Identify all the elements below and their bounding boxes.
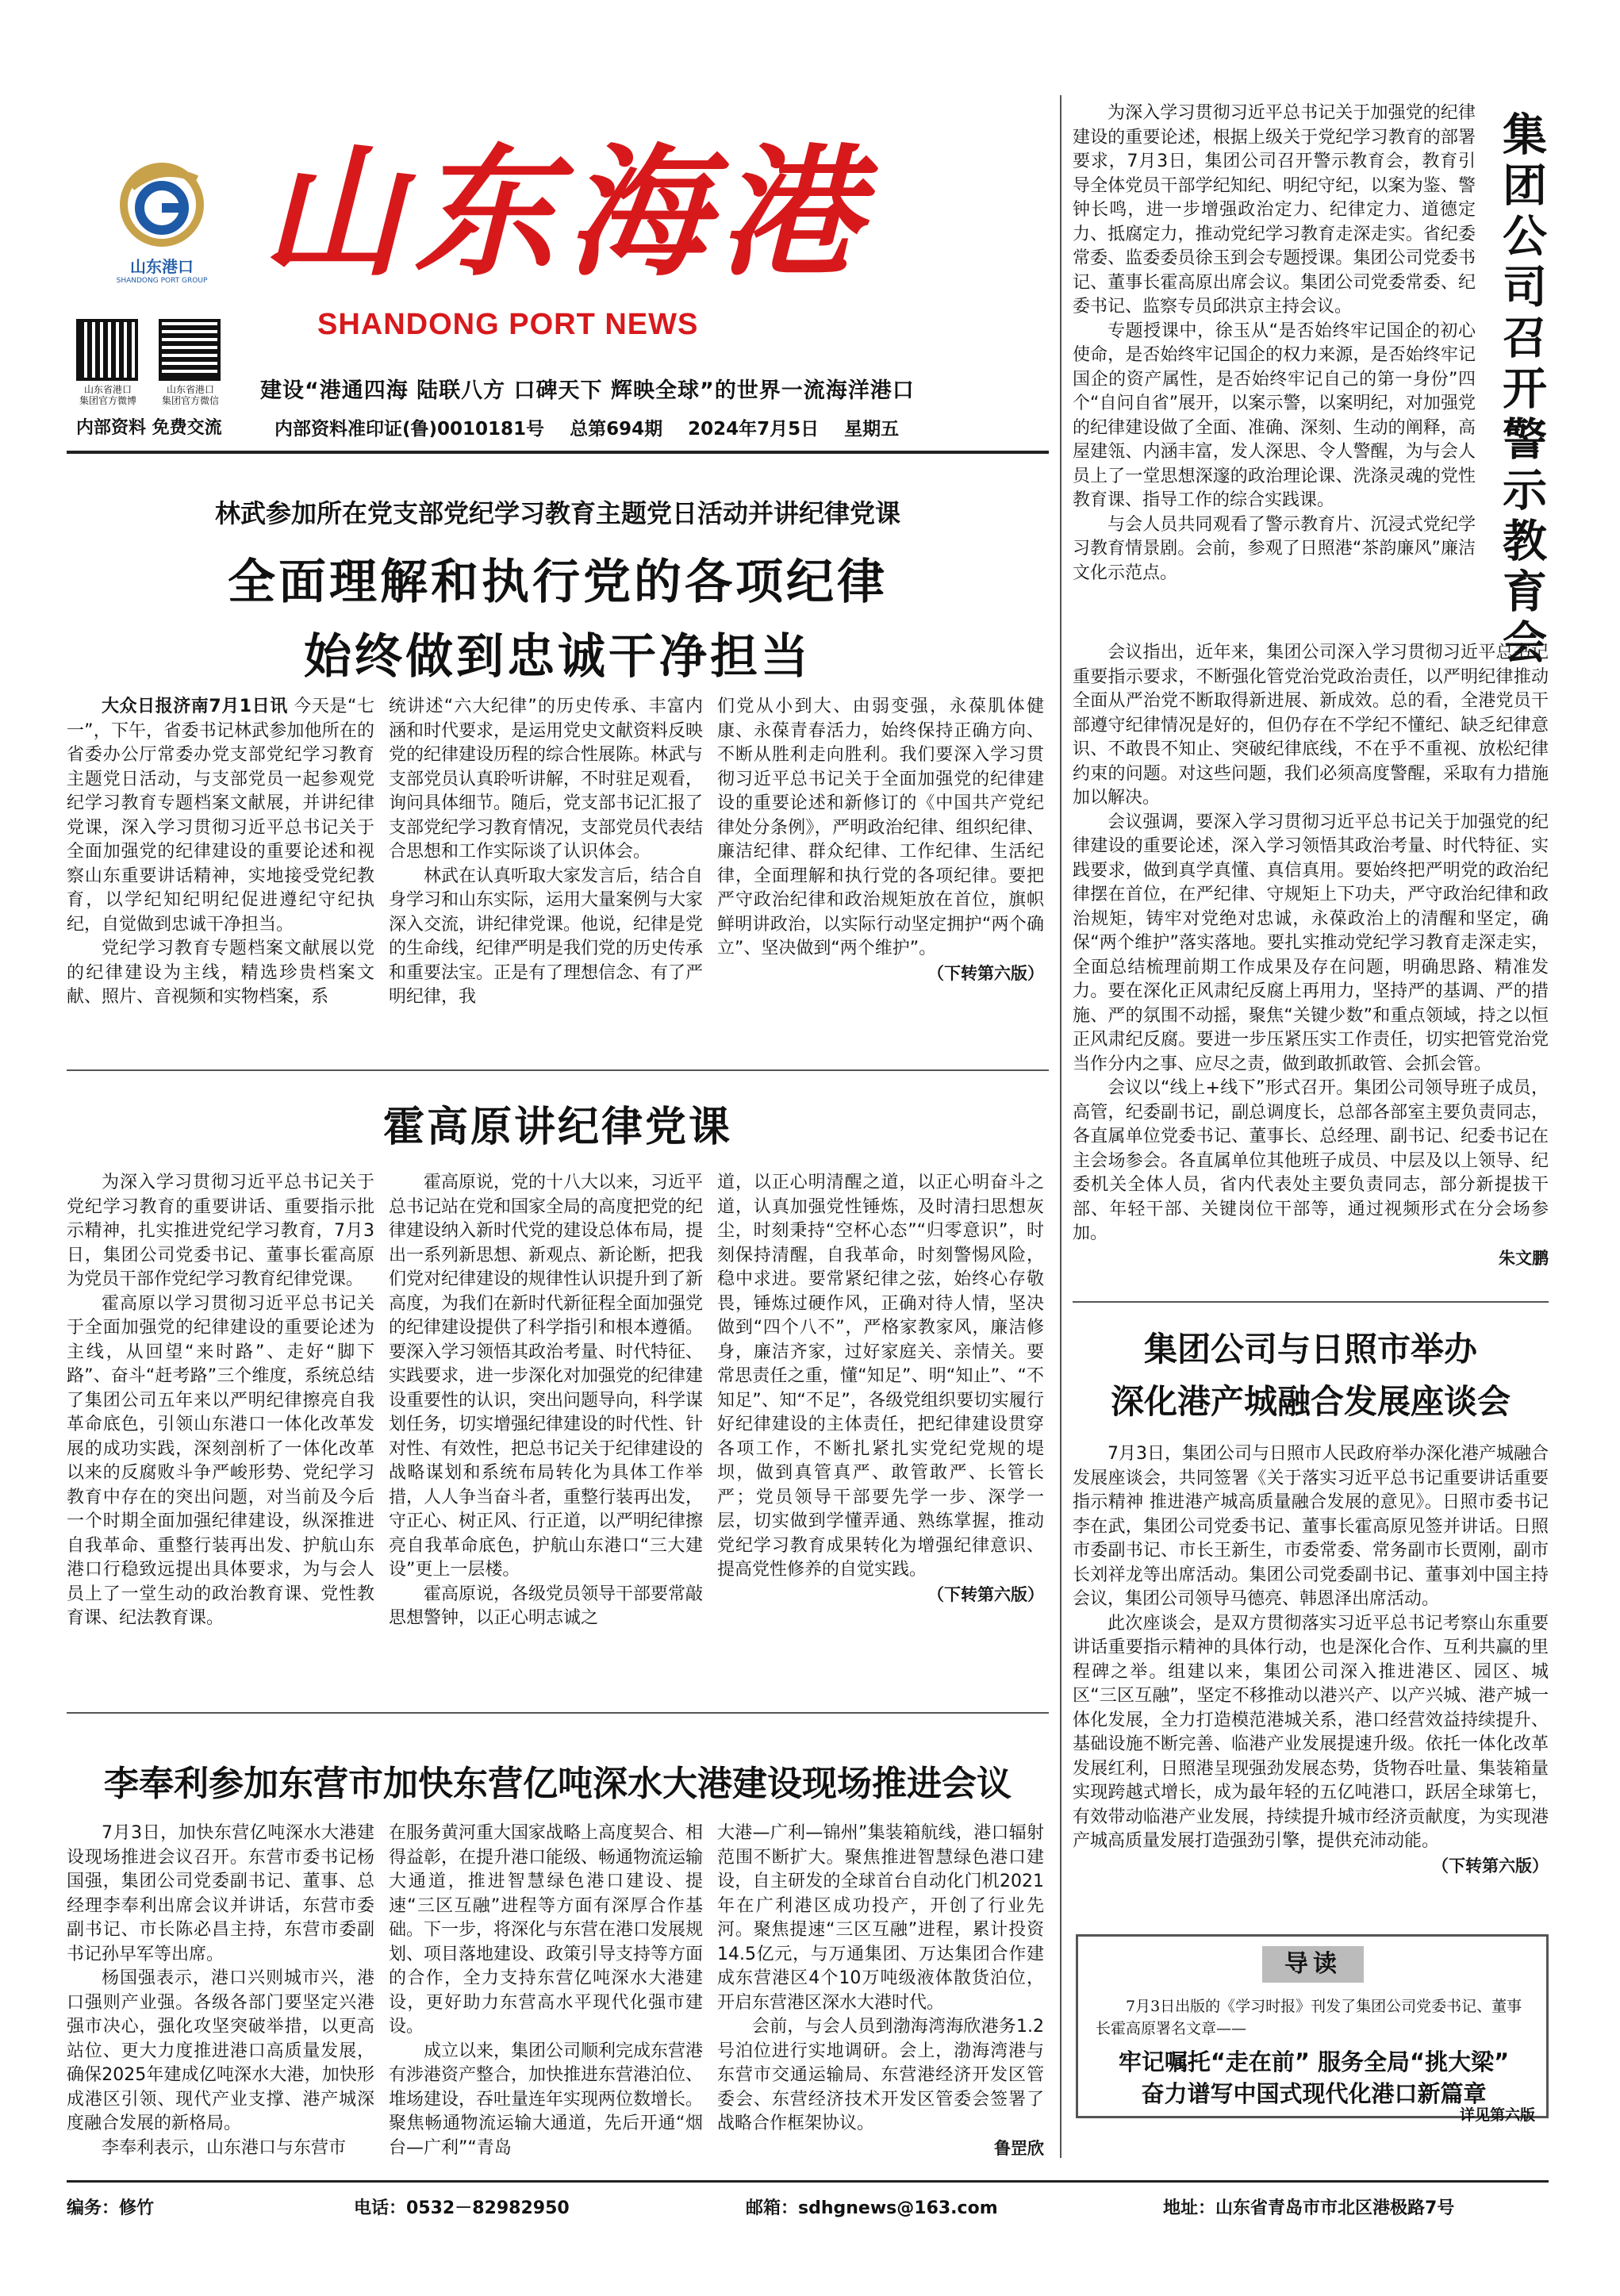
shandong-port-logo — [109, 155, 214, 285]
rizhao-body — [1073, 1442, 1549, 1878]
rizhao-headline-1: 集团公司与日照市举办 — [1143, 1330, 1477, 1369]
lead-headline-2: 始终做到忠诚干净担当 — [304, 629, 812, 685]
internal-note: 内部资料 免费交流 — [76, 418, 222, 438]
right-column-divider — [1060, 95, 1061, 2158]
warning-p1: 为深入学习贯彻习近平总书记关于加强党的纪律建设的重要论述，根据上级关于党纪学习教育的部署要求，7月3日，集团公司召开警示教育会，教育引导全体党员干部学纪知纪、明纪守纪，以案为鉴、警钟长鸣，进一步增强政治定力、纪律定力、道德定力、抵腐定力，推动党纪学习教育走深走实。省纪委常委、监委委员徐玉到会专题授课。集团公司党委书记、董事长霍高原出席会议。集团公司党委常委、纪委书记、监察专员邱洪京主持会议。 — [1073, 103, 1476, 317]
li-column-2 — [389, 1822, 703, 2160]
qr-code-wechat[interactable] — [159, 319, 221, 381]
huo-column-3 — [717, 1171, 1044, 1607]
lead-kicker: 林武参加所在党支部党纪学习教育主题党日活动并讲纪律党课 — [214, 498, 900, 528]
huo-col1-p1: 为深入学习贯彻习近平总书记关于党纪学习教育的重要讲话、重要指示批示精神，扎实推进党纪学习教育，7月3日，集团公司党委书记、董事长霍高原为党员干部作党纪学习教育纪律党课。 — [67, 1173, 374, 1289]
guide-title-2[interactable]: 奋力谱写中国式现代化港口新篇章 — [1141, 2080, 1487, 2107]
warning-p5: 会议强调，要深入学习贯彻习近平总书记关于加强党的纪律建设的重要论述，深入学习领悟其政治考量、时代特征、实践要求，做到真学真懂、真信真用。要始终把严明党的政治纪律摆在首位，在严纪律、守规矩上下功夫，严守政治纪律和政治规矩，铸牢对党绝对忠诚，永葆政治上的清醒和坚定，确保“两个维护”落实落地。要扎实推动党纪学习教育走深走实，全面总结梳理前期工作成果及存在问题，明确思路、精准发力。要在深化正风肃纪反腐上再用力，坚持严的基调、严的措施、严的氛围不动摇，聚焦“关键少数”和重点领域，持之以恒正风肃纪反腐。要进一步压紧压实工作责任，切实把管党治党当作分内之事、应尽之责，做到敢抓敢管、会抓会管。 — [1073, 812, 1549, 1074]
lead-col1-p2: 党纪学习教育专题档案文献展以党的纪律建设为主线，精选珍贵档案文献、照片、音视频和实物档案，系 — [67, 939, 374, 1007]
huo-col2-p1: 霍高原说，党的十八大以来，习近平总书记站在党和国家全局的高度把党的纪律建设纳入新时代党的建设总体布局，提出一系列新思想、新观点、新论断，把我们党对纪律建设的规律性认识提升到了新高度，为我们在新时代新征程全面加强党的纪律建设提供了科学指引和根本遵循。要深入学习领悟其政治考量、时代特征、实践要求，进一步深化对加强党的纪律建设重要性的认识，突出问题导向，科学谋划任务，切实增强纪律建设的时代性、针对性、有效性，把总书记关于纪律建设的战略谋划和系统布局转化为具体工作举措，人人争当奋斗者，重整行装再出发，守正心、树正风、行正道，以严明纪律擦亮自我革命底色，护航山东港口“三大建设”更上一层楼。 — [389, 1173, 704, 1580]
footer-editor: 编务：修竹 — [67, 2198, 155, 2218]
lead-col1-p1: 今天是“七一”，下午，省委书记林武参加他所在的省委办公厅常委办党支部党纪学习教育主题党日活动，与支部党员一起参观党纪学习教育专题档案文献展，并讲纪律党课，深入学习贯彻习近平总书记关于全面加强党的纪律建设的重要论述和视察山东重要讲话精神，实地接受党纪教育，以学纪知纪明纪促进遵纪守纪执纪，自觉做到忠诚干净担当。 — [67, 697, 374, 935]
huo-column-1 — [67, 1171, 374, 1631]
footer-email[interactable]: 邮箱：sdhgnews@163.com — [746, 2198, 998, 2218]
warning-p6: 会议以“线上+线下”形式召开。集团公司领导班子成员，高管，纪委副书记，副总调度长，总部各部室主要负责同志，各直属单位党委书记、董事长、总经理、副书记、纪委书记在主会场参会。各直属单位其他班子成员、中层及以上领导、纪委机关全体人员，省内代表处主要负责同志，部分新提拔干部、年轻干部、关键岗位干部等，通过视频形式在分会场参加。 — [1073, 1078, 1549, 1243]
huo-col2-p2: 霍高原说，各级党员领导干部要常敲思想警钟，以正心明志诚之 — [389, 1584, 704, 1628]
guide-intro: 7月3日出版的《学习时报》刊发了集团公司党委书记、董事长霍高原署名文章—— — [1096, 1998, 1522, 2037]
li-col1-p1: 7月3日，加快东营亿吨深水大港建设现场推进会议召开。东营市委书记杨国强，集团公司党委副书记、董事、总经理李奉利出席会议并讲话，东营市委副书记、市长陈必昌主持，东营市委副书记孙早军等出席。 — [67, 1823, 374, 1964]
lead-column-3 — [717, 695, 1044, 985]
huo-continued: （下转第六版） — [927, 1584, 1044, 1604]
li-col3-p2: 会前，与会人员到渤海湾海欣港务1.2号泊位进行实地调研。会上，渤海湾港与东营市交通运输局、东营港经济开发区管委会、东营经济技术开发区管委会签署了战略合作框架协议。 — [717, 2017, 1044, 2133]
masthead-rule — [67, 451, 1049, 454]
lead-column-1 — [67, 695, 374, 1010]
issue-line: 内部资料准印证(鲁)0010181号 总第694期 2024年7月5日 星期五 — [274, 419, 900, 440]
newspaper-title: 山东海港 — [262, 129, 871, 295]
guide-see-page: 详见第六版 — [1459, 2106, 1535, 2124]
masthead — [0, 0, 1047, 460]
li-headline: 李奉利参加东营市加快东营亿吨深水大港建设现场推进会议 — [104, 1764, 1012, 1804]
li-column-3 — [717, 1822, 1044, 2160]
huo-headline: 霍高原讲纪律党课 — [382, 1103, 732, 1151]
guide-box[interactable] — [1076, 1934, 1549, 2124]
qr1-caption: 山东省港口 集团官方微博 — [79, 384, 136, 406]
lead-dateline: 大众日报济南7月1日讯 — [102, 697, 288, 716]
warning-body — [1073, 102, 1476, 586]
huo-divider — [67, 1712, 1049, 1714]
huo-column-2 — [389, 1171, 703, 1631]
lead-divider — [67, 1069, 1049, 1071]
rizhao-p2: 此次座谈会，是双方贯彻落实习近平总书记考察山东重要讲话重要指示精神的具体行动，也是深化合作、互利共赢的里程碑之举。组建以来，集团公司深入推进港区、园区、城区“三区互融”，坚定不移推动以港兴产、以产兴城、港产城一体化发展，全力打造模范港城关系，港口经营效益持续提升、基础设施不断完善、临港产业发展提速升级。依托一体化改革发展红利，日照港呈现强劲发展态势，货物吞吐量、集装箱量实现跨越式增长，成为最年轻的五亿吨港口，跃居全球第七，有效带动临港产业发展，持续提升城市经济贡献度，为实现港产城高质量发展打造强劲引擎，提供充沛动能。 — [1073, 1613, 1549, 1851]
warning-body-wide — [1073, 641, 1549, 1270]
warning-byline: 朱文鹏 — [1499, 1248, 1549, 1268]
li-byline: 鲁罡欣 — [994, 2138, 1044, 2158]
li-column-1 — [67, 1822, 374, 2160]
logo-caption-cn: 山东港口 — [130, 257, 194, 276]
logo-mark-icon — [109, 155, 214, 251]
newspaper-title-en: SHANDONG PORT NEWS — [317, 308, 699, 341]
slogan: 建设“港通四海 陆联八方 口碑天下 辉映全球”的世界一流海洋港口 — [260, 378, 915, 403]
warning-p3: 与会人员共同观看了警示教育片、沉浸式党纪学习教育情景剧。会前，参观了日照港“茶韵廉风”廉洁文化示范点。 — [1073, 514, 1476, 583]
lead-column-2 — [389, 695, 703, 1010]
qr-code-weibo[interactable] — [76, 319, 138, 381]
guide-title-1[interactable]: 牢记嘱托“走在前” 服务全局“挑大梁” — [1118, 2048, 1510, 2075]
guide-label: 导读 — [1262, 1946, 1364, 1983]
lead-headline-1: 全面理解和执行党的各项纪律 — [228, 555, 888, 610]
li-col1-p3: 李奉利表示，山东港口与东营市 — [102, 2137, 347, 2158]
rizhao-headline-2: 深化港产城融合发展座谈会 — [1110, 1382, 1511, 1421]
li-col2-p2: 成立以来，集团公司顺利完成东营港有涉港资产整合，加快推进东营港泊位、堆场建设，吞吐量连年实现两位数增长。聚焦畅通物流运输大通道，先后开通“烟台—广利”“青岛 — [389, 2041, 704, 2158]
lead-continued: （下转第六版） — [927, 963, 1044, 983]
logo-caption-en: SHANDONG PORT GROUP — [116, 277, 208, 285]
warning-p4: 会议指出，近年来，集团公司深入学习贯彻习近平总书记重要指示要求，不断强化管党治党政治责任，以严明纪律推动全面从严治党不断取得新进展、新成效。总的看，全港党员干部遵守纪律情况是好的，但仍存在不学纪不懂纪、缺乏纪律意识、不敢畏不知止、突破纪律底线，不在乎不重视、放松纪律约束的问题。对这些问题，我们必须高度警醒，采取有力措施加以解决。 — [1073, 643, 1549, 808]
rizhao-continued: （下转第六版） — [1432, 1856, 1549, 1876]
warning-vertical-title: 集团公司召开警示教育会 — [1495, 111, 1548, 670]
li-col1-p2: 杨国强表示，港口兴则城市兴，港口强则产业强。各级各部门要坚定兴港强市决心，强化攻坚突破举措，以更高站位、更大力度推进港口高质量发展，确保2025年建成亿吨深水大港，加快形成港区引领、现代产业支撑、港产城深度融合发展的新格局。 — [67, 1968, 374, 2133]
footer-rule — [67, 2180, 1549, 2183]
warning-divider — [1073, 1301, 1549, 1303]
lead-col3-p1: 们党从小到大、由弱变强，永葆肌体健康、永葆青春活力，始终保持正确方向、不断从胜利走向胜利。我们要深入学习贯彻习近平总书记关于全面加强党的纪律建设的重要论述和新修订的《中国共产党纪律处分条例》，严明政治纪律、组织纪律、廉洁纪律、群众纪律、工作纪律、生活纪律，全面理解和执行党的各项纪律。要把严守政治纪律和政治规矩放在首位，旗帜鲜明讲政治，以实际行动坚定拥护“两个确立”、坚决做到“两个维护”。 — [717, 697, 1044, 958]
lead-col2-p2: 林武在认真听取大家发言后，结合自身学习和山东实际，运用大量案例与大家深入交流，讲纪律党课。他说，纪律是党的生命线，纪律严明是我们党的历史传承和重要法宝。正是有了理想信念、有了严明纪律，我 — [389, 866, 704, 1007]
li-col2-p1: 在服务黄河重大国家战略上高度契合、相得益彰，在提升港口能级、畅通物流运输大通道，推进智慧绿色港口建设、提速“三区互融”进程等方面有深厚合作基础。下一步，将深化与东营在港口发展规划、项目落地建设、政策引导支持等方面的合作，全力支持东营亿吨深水大港建设，更好助力东营高水平现代化强市建设。 — [389, 1823, 704, 2037]
lead-col2-p1: 统讲述“六大纪律”的历史传承、丰富内涵和时代要求，是运用党史文献资料反映党的纪律建设历程的综合性展陈。林武与支部党员认真聆听讲解，不时驻足观看，询问具体细节。随后，党支部书记汇报了支部党纪学习教育情况，支部党员代表结合思想和工作实际谈了认识体会。 — [389, 697, 704, 862]
footer-address: 地址：山东省青岛市市北区港极路7号 — [1163, 2198, 1455, 2218]
li-col3-p1: 大港—广利—锦州”集装箱航线，港口辐射范围不断扩大。聚焦推进智慧绿色港口建设，自主研发的全球首台自动化门机2021年在广利港区成功投产，开创了行业先河。聚焦提速“三区互融”进程，累计投资14.5亿元，与万通集团、万达集团合作建成东营港区4个10万吨级液体散货泊位，开启东营港区深水大港时代。 — [717, 1823, 1044, 2013]
warning-p2: 专题授课中，徐玉从“是否始终牢记国企的初心使命，是否始终牢记国企的权力来源，是否始终牢记国企的资产属性，是否始终牢记自己的第一身份”四个“自问自省”展开，以案示警，以案明纪，对加强党的纪律建设做了全面、准确、深刻、生动的阐释，高屋建瓴、内涵丰富，发人深思、令人警醒，为与会人员上了一堂思想深邃的政治理论课、洗涤灵魂的党性教育课、指导工作的综合实践课。 — [1073, 321, 1476, 510]
huo-col1-p2: 霍高原以学习贯彻习近平总书记关于全面加强党的纪律建设的重要论述为主线，从回望“来时路”、走好“脚下路”、奋斗“赶考路”三个维度，系统总结了集团公司五年来以严明纪律擦亮自我革命底色，引领山东港口一体化改革发展的成功实践，深刻剖析了一体化改革以来的反腐败斗争严峻形势、党纪学习教育中存在的突出问题，对当前及今后一个时期全面加强纪律建设，纵深推进自我革命、重整行装再出发、护航山东港口行稳致远提出具体要求，为与会人员上了一堂生动的政治教育课、党性教育课、纪法教育课。 — [67, 1293, 374, 1628]
qr2-caption: 山东省港口 集团官方微信 — [161, 384, 219, 406]
huo-col3-p1: 道，以正心明清醒之道，以正心明奋斗之道，认真加强党性锤炼，及时清扫思想灰尘，时刻秉持“空杯心态”“归零意识”，时刻保持清醒，自我革命，时刻警惕风险，稳中求进。要常紧纪律之弦，始终心存敬畏，锤炼过硬作风，正确对待人情，坚决做到“四个八不”，严格家教家风，廉洁修身，廉洁齐家，过好家庭关、亲情关。要常思责任之重，懂“知足”、明“知止”、“不知足”、知“不足”，各级党组织要切实履行好纪律建设的主体责任，把纪律建设贯穿各项工作，不断扎紧扎实党纪党规的堤坝，做到真管真严、敢管敢严、长管长严；党员领导干部要先学一步、深学一层，切实做到学懂弄通、熟练掌握，推动党纪学习教育成果转化为增强纪律意识、提高党性修养的自觉实践。 — [717, 1173, 1044, 1580]
rizhao-p1: 7月3日，集团公司与日照市人民政府举办深化港产城融合发展座谈会，共同签署《关于落实习近平总书记重要讲话重要指示精神 推进港产城高质量融合发展的意见》。日照市委书记李在武，集团公司党委书记、董事长霍高原见签并讲话。日照市委副书记、市长王新生，市委常委、常务副市长贾刚，副市长刘祥龙等出席活动。集团公司党委副书记、董事刘中国主持会议，集团公司领导马德亮、韩恩泽出席活动。 — [1073, 1444, 1549, 1609]
footer-phone: 电话：0532－82982950 — [354, 2198, 570, 2218]
